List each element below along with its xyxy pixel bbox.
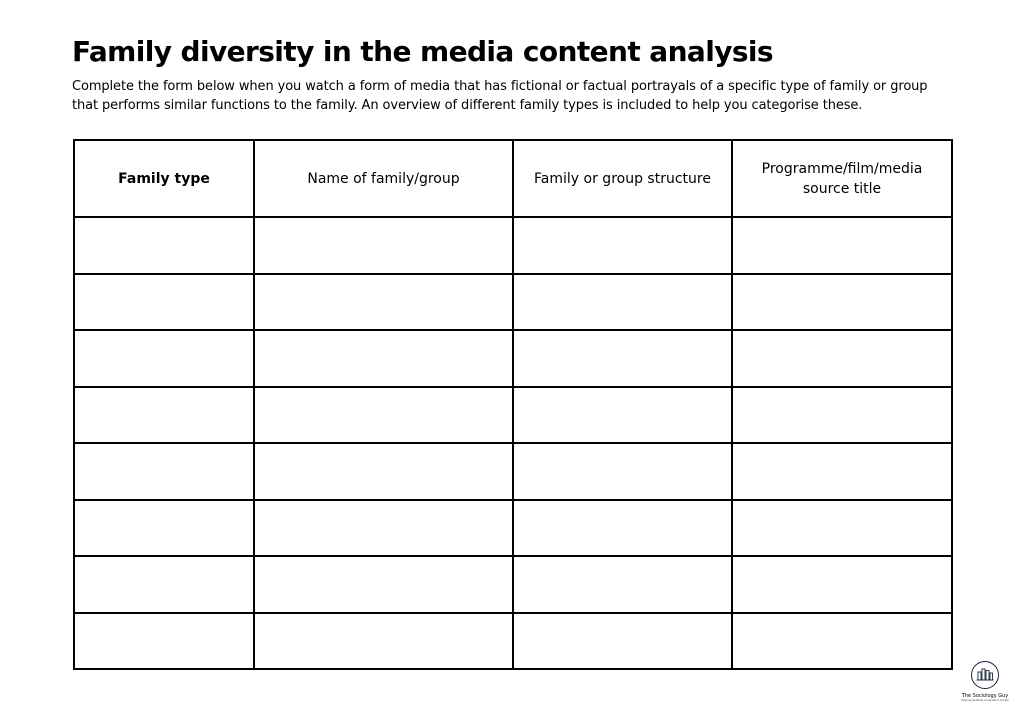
table-cell-family-type[interactable]	[74, 330, 254, 387]
table-cell-structure[interactable]	[513, 500, 732, 557]
table-cell-source[interactable]	[732, 613, 952, 670]
table-cell-source[interactable]	[732, 387, 952, 444]
table-cell-name[interactable]	[254, 613, 513, 670]
table-cell-family-type[interactable]	[74, 443, 254, 500]
table-cell-structure[interactable]	[513, 556, 732, 613]
table-row	[74, 387, 952, 444]
header-family-type: Family type	[74, 140, 254, 217]
table-row	[74, 330, 952, 387]
intro-text	[72, 78, 952, 115]
table-cell-structure[interactable]	[513, 217, 732, 274]
table-cell-family-type[interactable]	[74, 500, 254, 557]
table-header-row	[74, 140, 952, 217]
table-cell-family-type[interactable]	[74, 387, 254, 444]
table-cell-structure[interactable]	[513, 274, 732, 331]
table-cell-source[interactable]	[732, 500, 952, 557]
brand-name: The Sociology Guy	[961, 693, 1009, 699]
brand-tagline: Helping students understand society	[961, 699, 1009, 702]
table-cell-source[interactable]	[732, 443, 952, 500]
intro-line-2: that performs similar functions to the family. An overview of different family types is included to help you categorise these.	[72, 97, 863, 113]
table-row	[74, 613, 952, 670]
table-cell-name[interactable]	[254, 387, 513, 444]
table-cell-source[interactable]	[732, 556, 952, 613]
table-row	[74, 217, 952, 274]
table-cell-name[interactable]	[254, 500, 513, 557]
table-row	[74, 274, 952, 331]
header-family-structure: Family or group structure	[513, 140, 732, 217]
table-body	[74, 217, 952, 669]
intro-line-1: Complete the form below when you watch a form of media that has fictional or factual portrayals of a specific type of family or group	[72, 79, 928, 94]
table-cell-structure[interactable]	[513, 613, 732, 670]
table-row	[74, 500, 952, 557]
table-cell-source[interactable]	[732, 217, 952, 274]
header-media-source-title: Programme/film/media source title	[732, 140, 952, 217]
table-cell-name[interactable]	[254, 443, 513, 500]
table-cell-family-type[interactable]	[74, 613, 254, 670]
table-cell-structure[interactable]	[513, 443, 732, 500]
table-cell-source[interactable]	[732, 274, 952, 331]
table-cell-name[interactable]	[254, 217, 513, 274]
table-cell-structure[interactable]	[513, 330, 732, 387]
table-cell-family-type[interactable]	[74, 556, 254, 613]
table-row	[74, 556, 952, 613]
page-title: Family diversity in the media content analysis	[72, 35, 773, 68]
content-analysis-table	[73, 139, 953, 670]
table-cell-family-type[interactable]	[74, 274, 254, 331]
sociology-guy-logo-icon	[970, 660, 1000, 690]
table-cell-name[interactable]	[254, 556, 513, 613]
table-cell-name[interactable]	[254, 274, 513, 331]
table-row	[74, 443, 952, 500]
table-cell-family-type[interactable]	[74, 217, 254, 274]
header-name-of-family: Name of family/group	[254, 140, 513, 217]
table-cell-structure[interactable]	[513, 387, 732, 444]
brand-logo	[955, 660, 1015, 710]
table-cell-name[interactable]	[254, 330, 513, 387]
table-cell-source[interactable]	[732, 330, 952, 387]
